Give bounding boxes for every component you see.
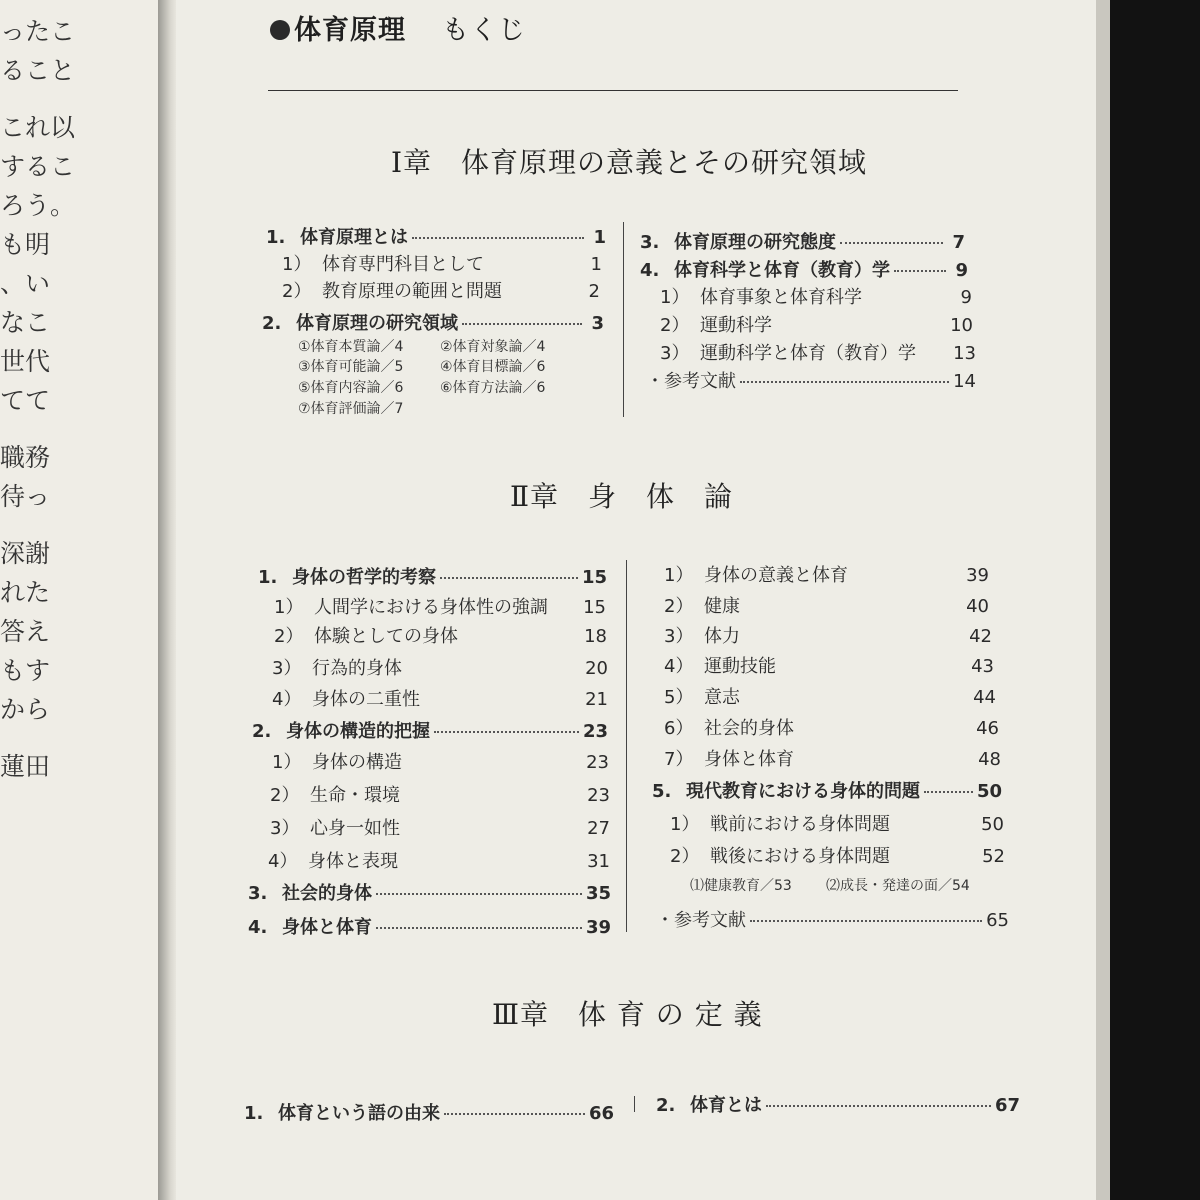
left-page-line: れた bbox=[0, 578, 51, 607]
toc-entry bbox=[270, 781, 610, 807]
chapter-2-title: Ⅱ章 身 体 論 bbox=[510, 480, 734, 513]
left-page-line: 待っ bbox=[0, 482, 51, 511]
toc-entry-number: 1） bbox=[272, 752, 302, 773]
toc-entry-number: 5. bbox=[652, 781, 672, 802]
toc-entry-title: 体験としての身体 bbox=[314, 626, 458, 647]
toc-entry-number: 2） bbox=[664, 596, 694, 617]
toc-entry-number: 5） bbox=[664, 687, 694, 708]
toc-entry-title: 身体と体育 bbox=[704, 749, 794, 770]
toc-entry bbox=[272, 654, 608, 680]
left-page-line: 世代 bbox=[0, 347, 51, 376]
toc-entry-page: 1 bbox=[590, 254, 602, 275]
toc-entry-number: 3） bbox=[272, 658, 302, 679]
toc-leader-dots bbox=[444, 1113, 585, 1115]
toc-entry-title: ・参考文献 bbox=[656, 910, 746, 931]
toc-entry bbox=[248, 913, 611, 939]
toc-entry bbox=[282, 277, 600, 303]
toc-entry-number: 1. bbox=[244, 1103, 264, 1124]
toc-entry-title: 現代教育における身体的問題 bbox=[686, 781, 920, 802]
toc-entry-page: 50 bbox=[981, 814, 1004, 835]
toc-subtopic: ②体育対象論／4 bbox=[440, 339, 546, 355]
toc-entry-number: 3） bbox=[660, 343, 690, 364]
toc-entry-page: 46 bbox=[976, 718, 999, 739]
toc-entry-title: 運動科学 bbox=[700, 315, 772, 336]
page-title bbox=[270, 8, 526, 47]
toc-entry-page: 44 bbox=[973, 687, 996, 708]
toc-subtopic: ⑤体育内容論／6 bbox=[298, 380, 404, 396]
toc-leader-dots bbox=[766, 1105, 991, 1107]
toc-entry bbox=[656, 906, 1009, 932]
toc-entry bbox=[660, 339, 976, 365]
toc-entry-number: 1） bbox=[274, 597, 304, 618]
toc-entry-number: 4） bbox=[272, 689, 302, 710]
toc-entry-page: 39 bbox=[585, 917, 611, 938]
toc-entry-title: 体育とは bbox=[690, 1095, 762, 1116]
toc-leader-dots bbox=[894, 270, 946, 272]
toc-entry-title: 戦前における身体問題 bbox=[710, 814, 890, 835]
toc-entry-title: 心身一如性 bbox=[310, 818, 400, 839]
toc-entry-title: 体育原理の研究領域 bbox=[296, 313, 458, 334]
toc-entry-number: 1. bbox=[258, 567, 278, 588]
toc-entry-page: 48 bbox=[978, 749, 1001, 770]
toc-entry bbox=[270, 814, 610, 840]
toc-entry-title: 体育原理とは bbox=[300, 227, 408, 248]
toc-entry-page: 39 bbox=[966, 565, 989, 586]
toc-subtopic: ⑴健康教育／53 bbox=[690, 878, 792, 894]
left-page-line bbox=[0, 420, 66, 438]
toc-entry-title: 体育という語の由来 bbox=[278, 1103, 440, 1124]
left-page-line: これ以 bbox=[0, 113, 76, 142]
left-page-line bbox=[0, 729, 66, 747]
left-page-line: も明 bbox=[0, 230, 51, 259]
toc-entry-number: 3） bbox=[270, 818, 300, 839]
toc-entry-page: 66 bbox=[588, 1103, 614, 1124]
toc-entry bbox=[640, 256, 968, 282]
column-divider-1 bbox=[623, 222, 624, 417]
toc-entry-title: 行為的身体 bbox=[312, 658, 402, 679]
toc-entry-number: 1） bbox=[282, 254, 312, 275]
toc-entry-page: 23 bbox=[586, 752, 609, 773]
toc-entry-title: 身体の哲学的考察 bbox=[292, 567, 436, 588]
toc-entry-page: 1 bbox=[593, 227, 606, 248]
toc-subtopic: ⑦体育評価論／7 bbox=[298, 401, 404, 417]
toc-entry-page: 2 bbox=[588, 281, 600, 302]
left-page-line: 深謝 bbox=[0, 539, 51, 568]
chapter-3-title: Ⅲ章 体 育 の 定 義 bbox=[492, 998, 763, 1031]
toc-entry bbox=[652, 777, 1002, 803]
toc-entry bbox=[660, 283, 972, 309]
toc-leader-dots bbox=[840, 242, 943, 244]
left-page-line: てて bbox=[0, 386, 51, 415]
toc-leader-dots bbox=[440, 577, 578, 579]
toc-entry bbox=[664, 592, 989, 618]
left-page-line: から bbox=[0, 695, 51, 724]
toc-entry bbox=[670, 842, 1005, 868]
toc-entry-number: 2） bbox=[282, 281, 312, 302]
column-divider-2 bbox=[626, 560, 627, 932]
toc-entry bbox=[262, 309, 604, 335]
toc-entry-number: 4. bbox=[640, 260, 660, 281]
page-title-sub: もくじ bbox=[442, 15, 526, 46]
toc-entry-page: 15 bbox=[583, 597, 606, 618]
toc-entry-page: 23 bbox=[587, 785, 610, 806]
toc-entry-page: 20 bbox=[585, 658, 608, 679]
toc-entry-page: 31 bbox=[587, 851, 610, 872]
toc-entry-number: 2） bbox=[270, 785, 300, 806]
toc-entry-title: 健康 bbox=[704, 596, 740, 617]
toc-entry-title: 体育科学と体育（教育）学 bbox=[674, 260, 890, 281]
toc-entry bbox=[664, 561, 989, 587]
toc-entry-title: 体育専門科目として bbox=[322, 254, 484, 275]
toc-entry-number: 2） bbox=[274, 626, 304, 647]
toc-leader-dots bbox=[412, 237, 584, 239]
toc-entry bbox=[268, 847, 610, 873]
toc-entry-page: 13 bbox=[953, 343, 976, 364]
toc-entry-title: 教育原理の範囲と問題 bbox=[322, 281, 502, 302]
toc-entry-number: 4. bbox=[248, 917, 268, 938]
left-page-line: なこ bbox=[0, 308, 51, 337]
left-page-line: 職務 bbox=[0, 443, 51, 472]
toc-entry-page: 9 bbox=[955, 260, 968, 281]
left-page-line: もす bbox=[0, 656, 51, 685]
toc-leader-dots bbox=[376, 927, 582, 929]
toc-entry-title: 身体の意義と体育 bbox=[704, 565, 848, 586]
toc-entry-title: 身体と体育 bbox=[282, 917, 372, 938]
left-page-line: ろう。 bbox=[0, 191, 76, 220]
toc-entry-page: 40 bbox=[966, 596, 989, 617]
toc-entry-page: 21 bbox=[585, 689, 608, 710]
toc-entry-page: 50 bbox=[976, 781, 1002, 802]
toc-entry-number: 2） bbox=[660, 315, 690, 336]
toc-entry-page: 9 bbox=[960, 287, 972, 308]
toc-entry bbox=[664, 652, 994, 678]
toc-entry bbox=[670, 810, 1004, 836]
toc-entry-page: 3 bbox=[591, 313, 604, 334]
toc-leader-dots bbox=[376, 893, 582, 895]
toc-entry-page: 10 bbox=[950, 315, 973, 336]
toc-entry-page: 35 bbox=[585, 883, 611, 904]
toc-subtopic: ③体育可能論／5 bbox=[298, 359, 404, 375]
toc-subtopic: ①体育本質論／4 bbox=[298, 339, 404, 355]
toc-subtopic: ⑥体育方法論／6 bbox=[440, 380, 546, 396]
toc-entry bbox=[664, 683, 996, 709]
toc-entry-number: 1） bbox=[670, 814, 700, 835]
toc-entry bbox=[244, 1099, 614, 1125]
page-edge bbox=[1096, 0, 1110, 1200]
left-page-line: するこ bbox=[0, 152, 76, 181]
toc-entry bbox=[664, 622, 992, 648]
toc-leader-dots bbox=[740, 381, 949, 383]
left-page-text bbox=[0, 12, 76, 786]
toc-entry-number: 4） bbox=[268, 851, 298, 872]
toc-entry-title: 体育原理の研究態度 bbox=[674, 232, 836, 253]
book-gutter bbox=[158, 0, 176, 1200]
toc-leader-dots bbox=[924, 791, 973, 793]
toc-entry-title: 社会的身体 bbox=[704, 718, 794, 739]
column-divider-3 bbox=[634, 1096, 635, 1112]
toc-entry-title: 運動技能 bbox=[704, 656, 776, 677]
toc-entry-number: 7） bbox=[664, 749, 694, 770]
toc-entry bbox=[272, 748, 609, 774]
toc-entry-number: 1. bbox=[266, 227, 286, 248]
toc-entry-number: 1） bbox=[664, 565, 694, 586]
left-page-line: 答え bbox=[0, 617, 51, 646]
toc-leader-dots bbox=[434, 731, 579, 733]
toc-entry bbox=[274, 622, 607, 648]
toc-entry-number: 3. bbox=[640, 232, 660, 253]
page-title-main: 体育原理 bbox=[294, 15, 406, 46]
toc-entry-number: 1） bbox=[660, 287, 690, 308]
toc-entry-page: 14 bbox=[953, 371, 976, 392]
toc-entry bbox=[258, 563, 607, 589]
toc-entry-page: 7 bbox=[952, 232, 965, 253]
toc-entry bbox=[640, 228, 965, 254]
toc-entry bbox=[266, 223, 606, 249]
toc-entry-number: 6） bbox=[664, 718, 694, 739]
toc-entry-title: 身体の二重性 bbox=[312, 689, 420, 710]
toc-entry bbox=[660, 311, 973, 337]
toc-entry-page: 52 bbox=[982, 846, 1005, 867]
toc-entry-number: 3） bbox=[664, 626, 694, 647]
toc-entry-title: ・参考文献 bbox=[646, 371, 736, 392]
toc-entry-title: 社会的身体 bbox=[282, 883, 372, 904]
toc-entry bbox=[664, 714, 999, 740]
toc-entry-number: 4） bbox=[664, 656, 694, 677]
toc-entry-page: 15 bbox=[581, 567, 607, 588]
toc-subtopic: ⑵成長・発達の面／54 bbox=[826, 878, 970, 894]
toc-entry bbox=[272, 685, 608, 711]
left-page-line: 蓮田 bbox=[0, 752, 51, 781]
toc-subtopic: ④体育目標論／6 bbox=[440, 359, 546, 375]
left-page-line: ること bbox=[0, 56, 76, 85]
toc-entry bbox=[282, 250, 602, 276]
toc-entry-title: 体力 bbox=[704, 626, 740, 647]
toc-entry-page: 23 bbox=[582, 721, 608, 742]
toc-entry-page: 27 bbox=[587, 818, 610, 839]
toc-entry-title: 戦後における身体問題 bbox=[710, 846, 890, 867]
toc-entry bbox=[664, 745, 1001, 771]
toc-entry bbox=[656, 1091, 1020, 1117]
left-page-line bbox=[0, 516, 66, 534]
toc-entry-title: 体育事象と体育科学 bbox=[700, 287, 862, 308]
toc-entry-page: 43 bbox=[971, 656, 994, 677]
bullet-icon bbox=[270, 20, 290, 40]
left-page-line: ったこ bbox=[0, 17, 76, 46]
toc-entry-title: 生命・環境 bbox=[310, 785, 400, 806]
title-rule bbox=[268, 90, 958, 91]
toc-leader-dots bbox=[750, 920, 982, 922]
toc-entry bbox=[252, 717, 608, 743]
toc-entry-title: 身体と表現 bbox=[308, 851, 398, 872]
toc-entry-number: 2. bbox=[262, 313, 282, 334]
toc-entry-title: 意志 bbox=[704, 687, 740, 708]
toc-entry-page: 18 bbox=[584, 626, 607, 647]
toc-entry bbox=[646, 367, 976, 393]
toc-entry bbox=[274, 593, 606, 619]
left-page-line bbox=[0, 90, 66, 108]
toc-entry-number: 2. bbox=[252, 721, 272, 742]
toc-entry-title: 運動科学と体育（教育）学 bbox=[700, 343, 916, 364]
toc-entry-number: 2. bbox=[656, 1095, 676, 1116]
toc-entry-title: 身体の構造的把握 bbox=[286, 721, 430, 742]
left-page-line: 、い bbox=[0, 269, 51, 298]
toc-entry-page: 65 bbox=[986, 910, 1009, 931]
toc-leader-dots bbox=[462, 323, 582, 325]
toc-entry-number: 3. bbox=[248, 883, 268, 904]
toc-entry bbox=[248, 879, 611, 905]
toc-entry-page: 67 bbox=[994, 1095, 1020, 1116]
left-page bbox=[0, 0, 158, 1200]
toc-entry-number: 2） bbox=[670, 846, 700, 867]
toc-entry-title: 人間学における身体性の強調 bbox=[314, 597, 548, 618]
chapter-1-title: Ⅰ章 体育原理の意義とその研究領域 bbox=[391, 146, 868, 179]
toc-entry-title: 身体の構造 bbox=[312, 752, 402, 773]
toc-entry-page: 42 bbox=[969, 626, 992, 647]
